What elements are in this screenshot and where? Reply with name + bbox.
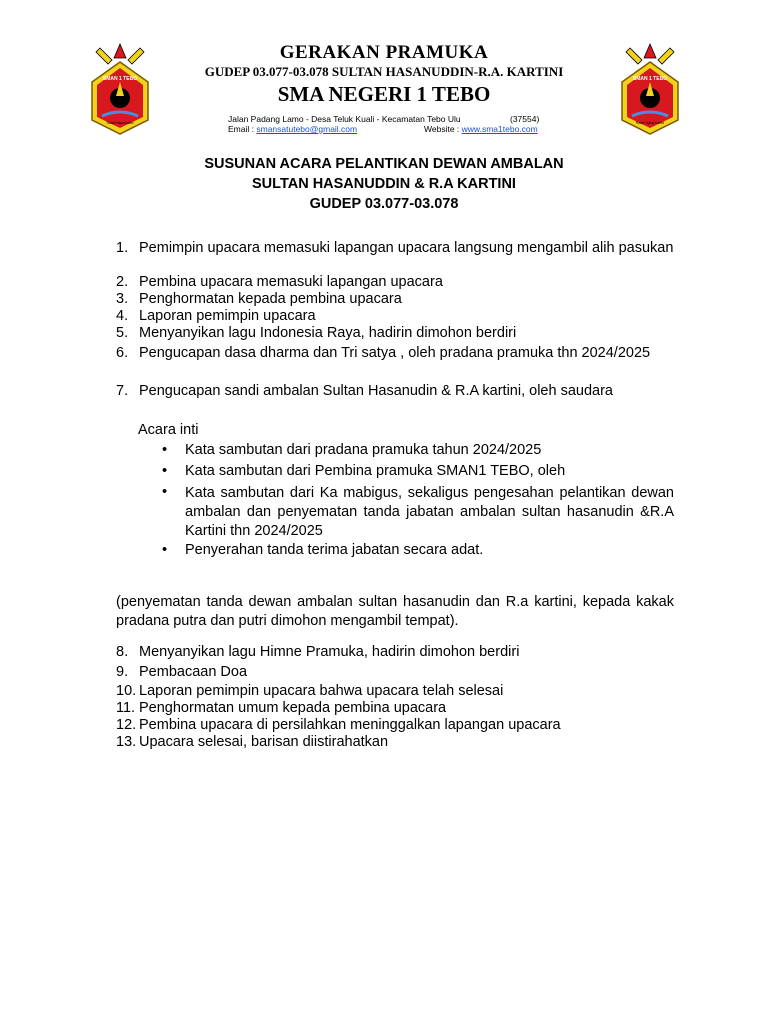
bullet-text: Kata sambutan dari Ka mabigus, sekaligus pengesahan pelantikan dewan ambalan dan penyematan tanda jabatan ambalan sultan hasanudin &R.A Kartini thn 2024/2025 [185,485,674,539]
bullet-text: Penyerahan tanda terima jabatan secara adat. [185,542,484,558]
list-item [116,325,674,342]
item-text: Upacara selesai, barisan diistirahatkan [139,734,389,750]
list-item [116,664,674,681]
item-text: Pembina upacara memasuki lapangan upacara [139,274,443,290]
list-item [116,291,674,308]
emblem-left-text: SMAN 1 TEBO [102,76,138,82]
letterhead-website-row [424,124,538,134]
item-number: 5. [116,325,129,341]
item-text: Penghormatan kepada pembina upacara [139,291,402,307]
bullet-dot-icon: • [162,442,168,458]
item-number: 6. [116,345,129,361]
emblem-right-text: SMAN 1 TEBO [632,76,668,82]
item-number: 3. [116,291,129,307]
bullet-item [162,542,674,559]
emblem-left-caption: Sultan Hasanuddin [106,121,134,125]
item-text: Menyanyikan lagu Indonesia Raya, hadirin dimohon berdiri [139,325,517,341]
list-item [116,683,674,700]
email-link[interactable]: smansatutebo@gmail.com [256,124,358,134]
item-number: 4. [116,308,129,324]
item-number: 1. [116,240,129,256]
list-item [116,240,674,257]
school-emblem-left [90,40,150,136]
item-text: Pembina upacara di persilahkan meninggalkan lapangan upacara [139,717,561,733]
item-text: Laporan pemimpin upacara bahwa upacara telah selesai [139,683,504,699]
website-link[interactable]: www.sma1tebo.com [461,124,538,134]
item-text: Laporan pemimpin upacara [139,308,316,324]
item-text: Pengucapan dasa dharma dan Tri satya , oleh pradana pramuka thn 2024/2025 [139,345,651,361]
letterhead-school: SMA NEGERI 1 TEBO [277,82,491,106]
school-emblem-right [620,40,680,136]
item-text: Pemimpin upacara memasuki lapangan upacara langsung mengambil alih pasukan [139,240,674,256]
email-label: Email : [228,124,254,134]
letterhead-postal: (37554) [510,114,540,124]
bullet-item [162,463,674,480]
item-text: Pengucapan sandi ambalan Sultan Hasanudin & R.A kartini, oleh saudara [139,383,613,399]
item-number: 8. [116,644,129,660]
item-number: 12. [116,717,137,733]
item-number: 9. [116,664,129,680]
note-paragraph: (penyematan tanda dewan ambalan sultan hasanudin dan R.a kartini, kepada kakak pradana putra dan putri dimohon mengambil tempat). [116,594,674,629]
item-text: Menyanyikan lagu Himne Pramuka, hadirin dimohon berdiri [139,644,520,660]
item-number: 2. [116,274,129,290]
emblem-right-caption: Raden Ajeng Kartini [635,121,665,125]
letterhead-gudep: GUDEP 03.077-03.078 SULTAN HASANUDDIN-R.A. KARTINI [204,64,564,79]
bullet-dot-icon: • [162,484,168,500]
title-line-2: SULTAN HASANUDDIN & R.A KARTINI [252,176,516,192]
section-heading-acara-inti: Acara inti [138,422,199,438]
letterhead-address: Jalan Padang Lamo - Desa Teluk Kuali - Kecamatan Tebo Ulu [228,114,461,124]
letterhead-email-row [228,124,357,134]
item-number: 7. [116,383,129,399]
list-item [116,644,674,661]
list-item [116,308,674,325]
item-number: 10. [116,683,137,699]
list-item [116,383,674,400]
item-number: 13. [116,734,137,750]
bullet-text: Kata sambutan dari Pembina pramuka SMAN1 TEBO, oleh [185,463,566,479]
item-text: Pembacaan Doa [139,664,248,680]
list-item [116,345,674,362]
item-number: 11. [116,700,136,716]
list-item [116,717,674,734]
bullet-item [162,484,674,541]
website-label: Website : [424,124,460,134]
list-item [116,700,674,717]
list-item [116,274,674,291]
letterhead-org: GERAKAN PRAMUKA [279,42,489,63]
list-item [116,734,674,751]
bullet-item [162,442,674,459]
title-line-3: GUDEP 03.077-03.078 [309,196,459,212]
bullet-dot-icon: • [162,542,168,558]
title-line-1: SUSUNAN ACARA PELANTIKAN DEWAN AMBALAN [204,156,564,172]
item-text: Penghormatan umum kepada pembina upacara [139,700,447,716]
bullet-dot-icon: • [162,463,168,479]
bullet-text: Kata sambutan dari pradana pramuka tahun 2024/2025 [185,442,542,458]
